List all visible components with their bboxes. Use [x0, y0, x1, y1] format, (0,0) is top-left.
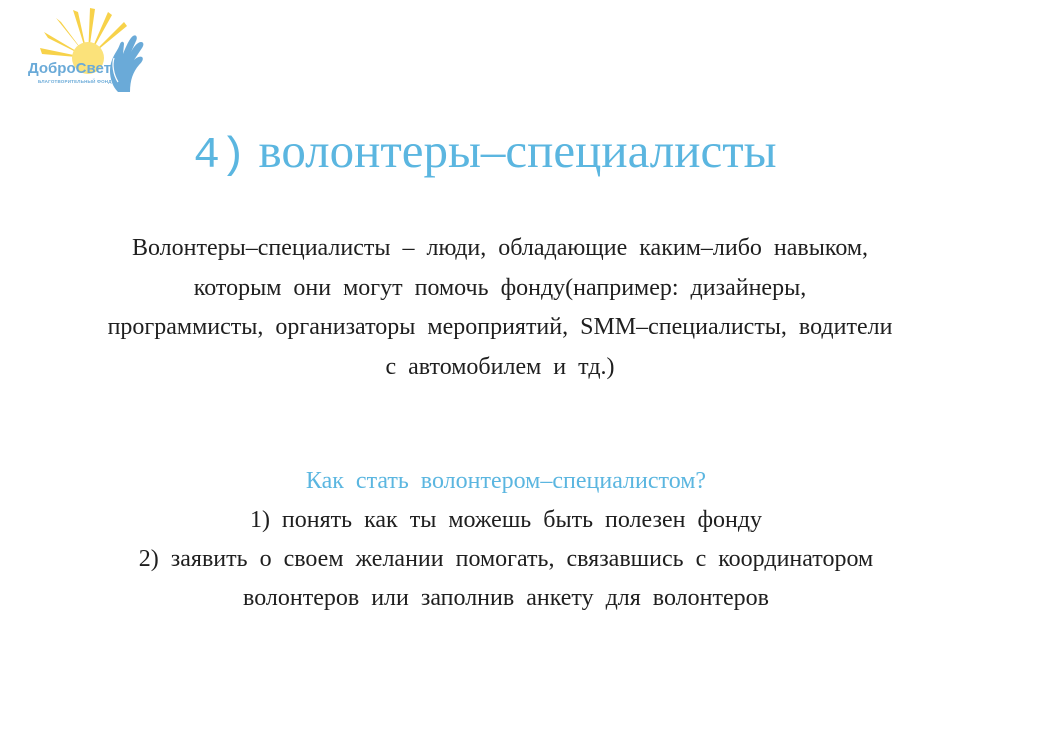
- description: [0, 229, 1000, 387]
- logo-name: ДоброСвет: [28, 60, 111, 77]
- description-line: программисты, организаторы мероприятий, SMM–специалисты, водители: [107, 314, 893, 340]
- how-to-step: волонтеров или заполнив анкету для волонтеров: [243, 585, 769, 611]
- dobrosvet-logo: [26, 8, 150, 96]
- slide-title: [0, 118, 970, 189]
- logo-subtitle: БЛАГОТВОРИТЕЛЬНЫЙ ФОНД: [38, 79, 112, 84]
- how-to-step: 2) заявить о своем желании помогать, связавшись с координатором: [138, 546, 874, 572]
- title-number: 4): [193, 131, 247, 181]
- how-to-question: Как стать волонтером–специалистом?: [305, 468, 707, 494]
- how-to-section: [0, 462, 1012, 618]
- description-line: которым они могут помочь фонду(например: дизайнеры,: [193, 274, 807, 301]
- description-line: с автомобилем и тд.): [385, 353, 615, 380]
- title-text: волонтеры–специалисты: [258, 123, 777, 178]
- how-to-step: 1) понять как ты можешь быть полезен фонду: [249, 507, 763, 533]
- description-line: Волонтеры–специалисты – люди, обладающие каким–либо навыком,: [131, 235, 869, 261]
